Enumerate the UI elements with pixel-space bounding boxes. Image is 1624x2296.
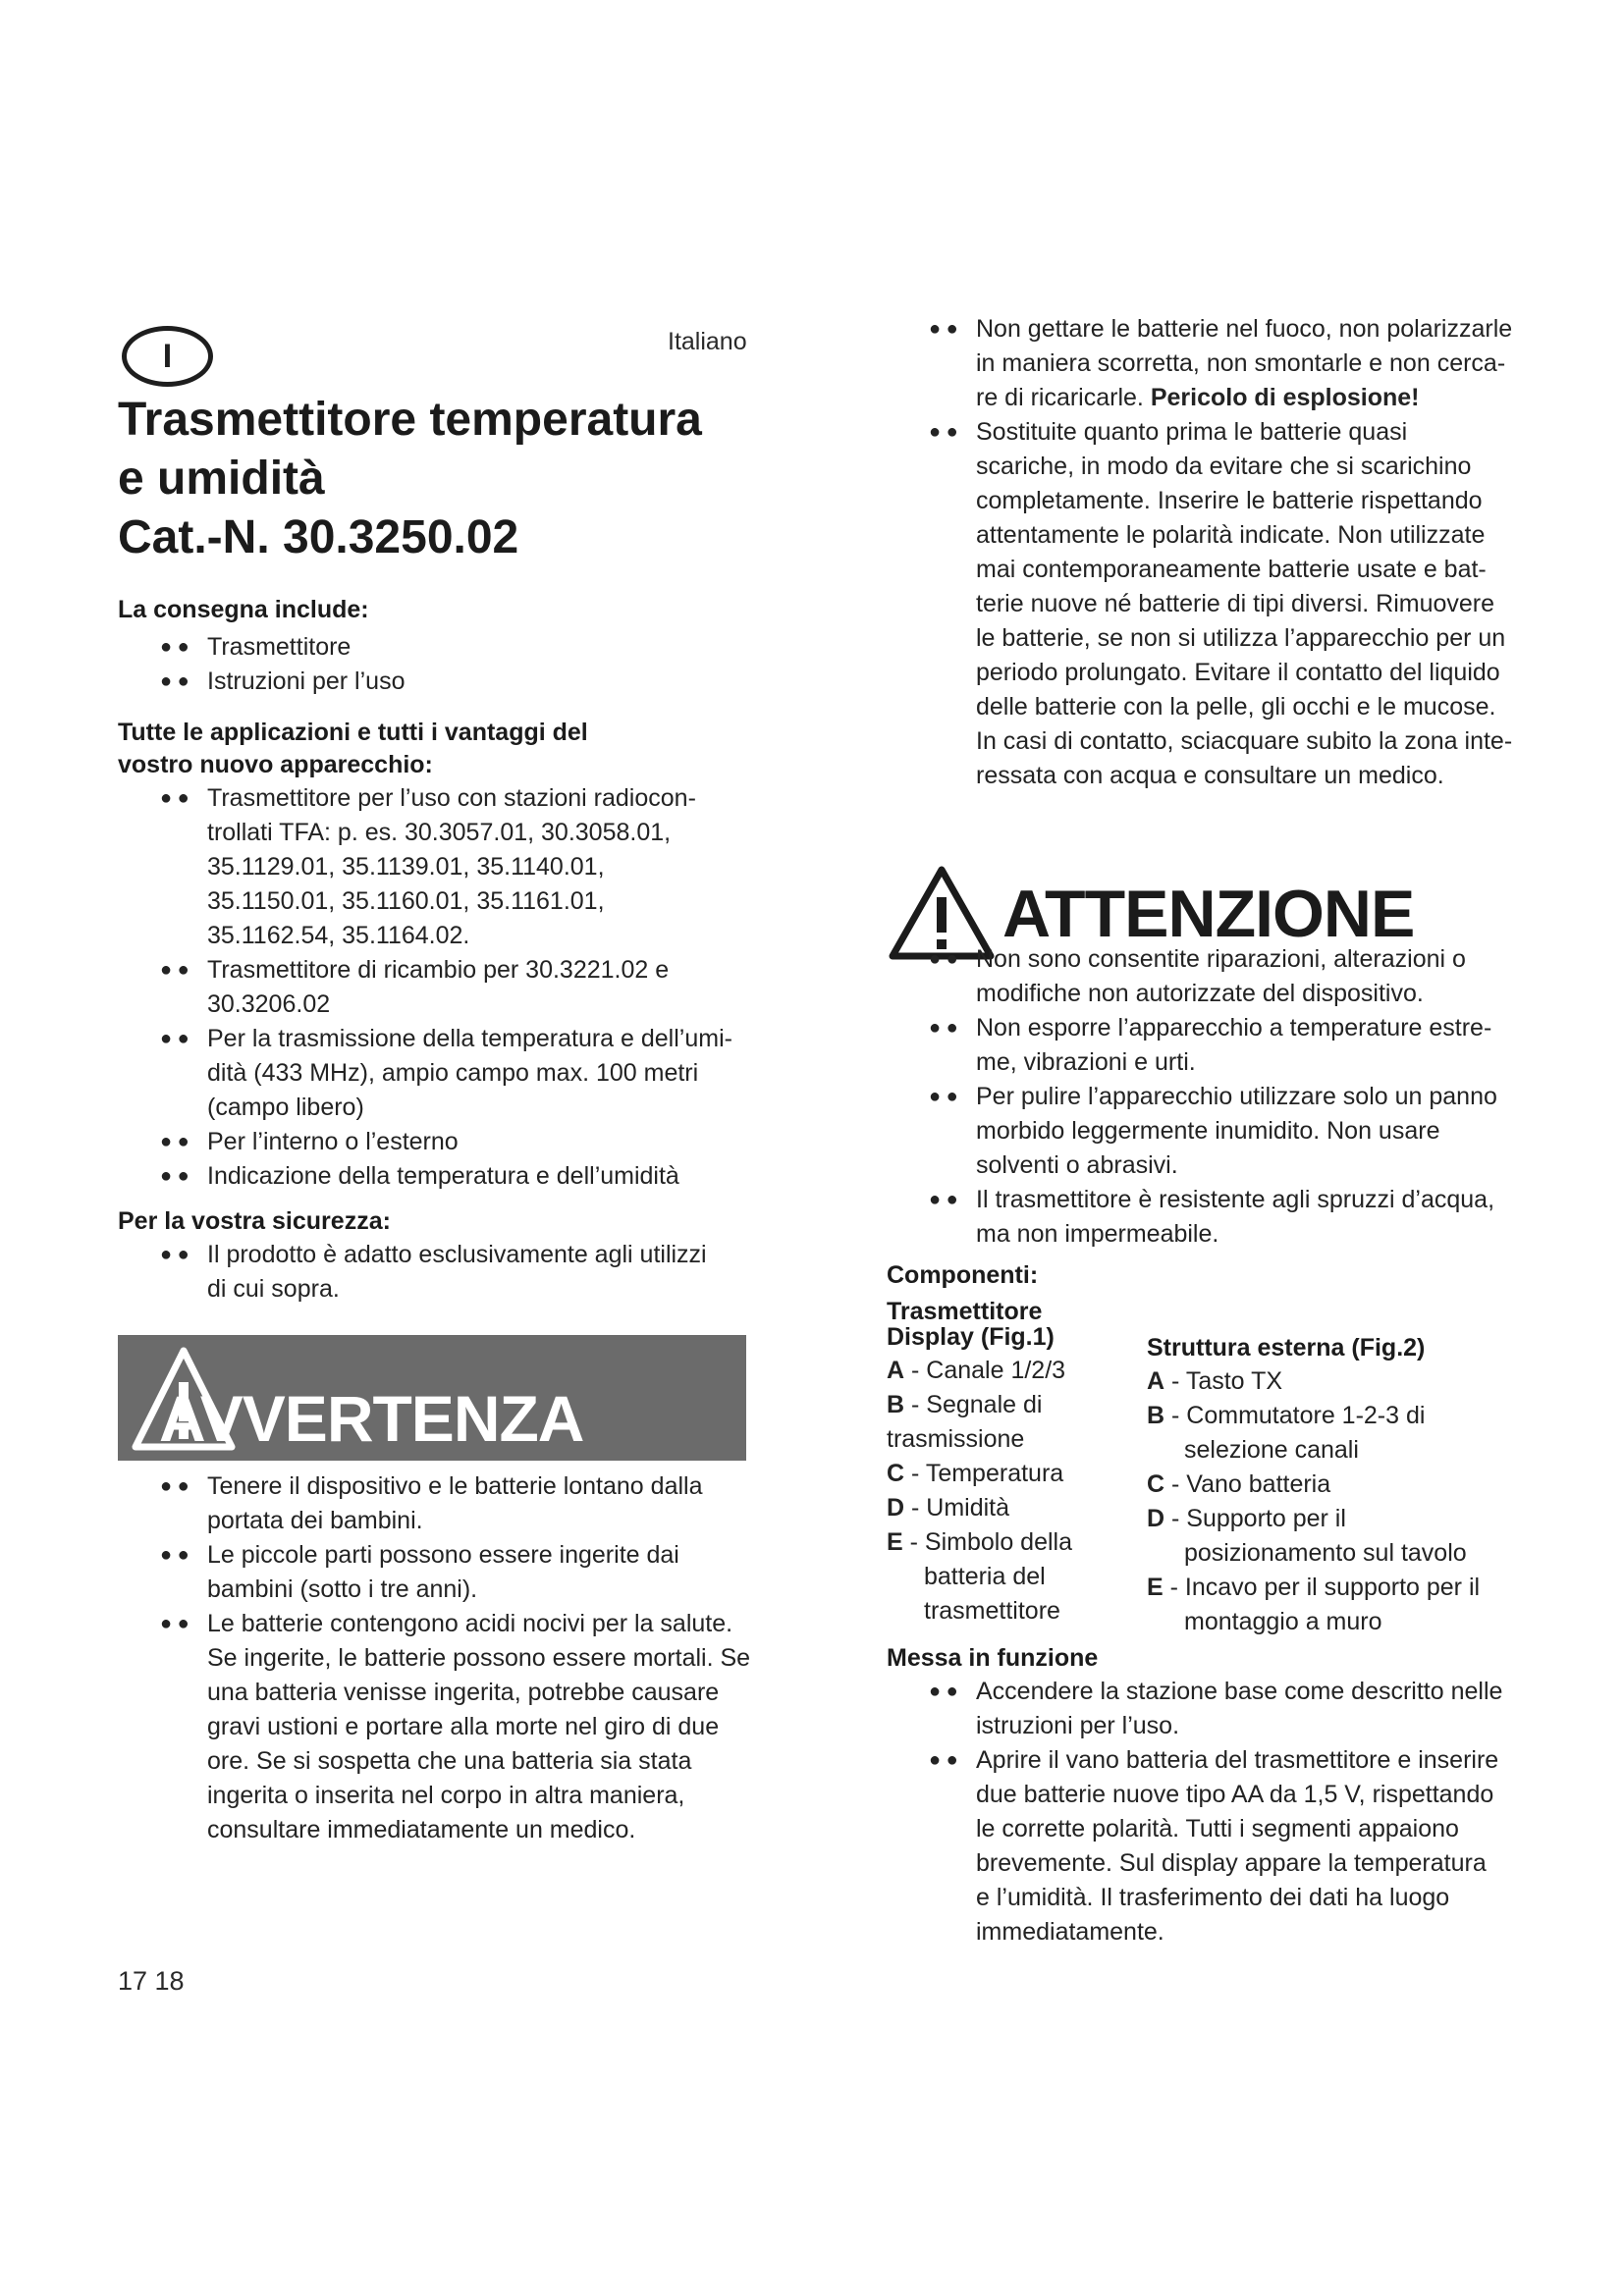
bullet-icon: ● ● — [929, 1017, 958, 1039]
title-line: Cat.-N. 30.3250.02 — [118, 511, 519, 563]
bullet-icon: ● ● — [929, 1189, 958, 1210]
bullet-icon: ● ● — [160, 1544, 189, 1566]
page-number: 17 18 — [118, 1966, 185, 1996]
bullet-icon: ● ● — [160, 1475, 189, 1497]
warning-title: AVVERTENZA — [159, 1382, 584, 1455]
bullet-icon: ● ● — [160, 787, 189, 809]
list-item: ● ● Il prodotto è adatto esclusivamente agli utilizzi di cui sopra. — [118, 1238, 785, 1307]
warning-banner — [118, 1335, 746, 1461]
page-title — [118, 391, 727, 567]
applications-heading: Tutte le applicazioni e tutti i vantaggi del vostro nuovo apparecchio: — [118, 719, 588, 778]
legend-item: D - Umidità — [887, 1494, 1010, 1522]
list-item: ● ● Non sono consentite riparazioni, alterazioni o modifiche non autorizzate del dispositivo. — [887, 942, 1554, 1011]
legend-item-continued: selezione canali — [1184, 1436, 1359, 1464]
legend-item: B - Segnale di — [887, 1391, 1043, 1418]
bullet-icon: ● ● — [929, 948, 958, 970]
legend-item: A - Canale 1/2/3 — [887, 1357, 1066, 1384]
safety-heading: Per la vostra sicurezza: — [118, 1207, 391, 1235]
list-item: ● ● Trasmettitore di ricambio per 30.3221.02 e 30.3206.02 — [118, 953, 785, 1022]
list-item: ● ● Le batterie contengono acidi nocivi per la salute. Se ingerite, le batterie possono essere mortali. Se una batteria venisse ingerita, potrebbe causare gravi ustioni e portare alla morte nel giro di due ore. Se si sospetta che una batteria sia stata ingerita o inserita nel corpo in altra maniera, consultare immediatamente un medico. — [118, 1607, 785, 1847]
list-item: ● ● Per pulire l’apparecchio utilizzare solo un panno morbido leggermente inumidito. Non usare solventi o abrasivi. — [887, 1080, 1554, 1183]
language-badge-letter: I — [162, 337, 173, 375]
bullet-icon: ● ● — [160, 636, 189, 658]
legend-item-continued: trasmettitore — [924, 1597, 1060, 1625]
list-item: ● ● Sostituite quanto prima le batterie quasi scariche, in modo da evitare che si scarichino completamente. Inserire le batterie rispettando attentamente le polarità indicate. Non utilizzate mai contemporaneamente batterie usate e bat- terie nuove né batterie di tipi diversi. Rimuovere le batterie, se non si utilizza l’apparecchio per un periodo prolungato. Evitare il contatto del liquido delle batterie con la pelle, gli occhi e le mucose. In casi di contatto, sciacquare subito la zona inte- ressata con acqua e consultare un medico. — [887, 415, 1554, 793]
bullet-icon: ● ● — [929, 421, 958, 443]
right-column-middle — [887, 942, 1554, 1252]
list-item: ● ● Per la trasmissione della temperatura e dell’umi- dità (433 MHz), ampio campo max. 100 metri (campo libero) — [118, 1022, 785, 1125]
bullet-icon: ● ● — [929, 1749, 958, 1771]
safety-list — [118, 1238, 785, 1307]
explosion-danger-text: Pericolo di esplosione! — [1150, 384, 1420, 411]
language-label: Italiano — [668, 328, 747, 355]
list-item: ● ● Tenere il dispositivo e le batterie lontano dalla portata dei bambini. — [118, 1469, 785, 1538]
bullet-icon: ● ● — [929, 1086, 958, 1107]
legend-item: A - Tasto TX — [1147, 1367, 1283, 1395]
language-badge — [122, 326, 213, 387]
legend-item: B - Commutatore 1-2-3 di — [1147, 1402, 1426, 1429]
bullet-icon: ● ● — [160, 1613, 189, 1634]
list-item: ● ● Trasmettitore per l’uso con stazioni radiocon- trollati TFA: p. es. 30.3057.01, 30.3058.01, 35.1129.01, 35.1139.01, 35.1140.01, 35.1150.01, 35.1160.01, 35.1161.01, 35.1162.54, 35.1164.02. — [118, 781, 785, 953]
bullet-icon: ● ● — [160, 1244, 189, 1265]
list-item: ● ● Il trasmettitore è resistente agli spruzzi d’acqua, ma non impermeabile. — [887, 1183, 1554, 1252]
structure-legend — [1147, 1332, 1559, 1639]
bullet-icon: ● ● — [160, 1131, 189, 1152]
legend-item-continued: montaggio a muro — [1184, 1608, 1382, 1635]
title-line: e umidità — [118, 453, 325, 505]
list-item: ● ● Non esporre l’apparecchio a temperature estre- me, vibrazioni e urti. — [887, 1011, 1554, 1080]
startup-section — [887, 1642, 1554, 1949]
structure-legend-heading: Struttura esterna (Fig.2) — [1147, 1334, 1426, 1362]
components-section — [887, 1259, 1574, 1635]
bullet-icon: ● ● — [929, 318, 958, 340]
list-item: ● ● Trasmettitore — [118, 630, 785, 665]
startup-list — [887, 1675, 1554, 1949]
attention-title: ATTENZIONE — [1002, 877, 1415, 951]
list-item: ● ● Istruzioni per l’uso — [118, 665, 785, 699]
display-legend-heading: Trasmettitore Display (Fig.1) — [887, 1298, 1055, 1351]
components-heading: Componenti: — [887, 1261, 1039, 1289]
attention-list — [887, 942, 1554, 1252]
startup-heading: Messa in funzione — [887, 1644, 1099, 1672]
legend-item-continued: batteria del — [924, 1563, 1046, 1590]
bullet-icon: ● ● — [160, 1028, 189, 1049]
left-column-upper — [118, 594, 785, 1307]
bullet-icon: ● ● — [160, 959, 189, 981]
delivery-list — [118, 630, 785, 699]
bullet-icon: ● ● — [160, 1165, 189, 1187]
legend-item-continued: posizionamento sul tavolo — [1184, 1539, 1467, 1567]
list-item: ● ● Le piccole parti possono essere ingerite dai bambini (sotto i tre anni). — [118, 1538, 785, 1607]
list-item: ● ● Non gettare le batterie nel fuoco, non polarizzarle in maniera scorretta, non smontarle e non cerca- re di ricaricarle. Pericolo di esplosione! — [887, 312, 1554, 415]
right-column-upper — [887, 312, 1554, 793]
legend-item: D - Supporto per il — [1147, 1505, 1346, 1532]
title-line: Trasmettitore temperatura — [118, 394, 702, 446]
bullet-icon: ● ● — [160, 670, 189, 692]
applications-list — [118, 781, 785, 1194]
list-item: ● ● Indicazione della temperatura e dell’umidità — [118, 1159, 785, 1194]
battery-notes-list — [887, 312, 1554, 793]
bullet-icon: ● ● — [929, 1681, 958, 1702]
delivery-heading: La consegna include: — [118, 596, 369, 623]
legend-item: E - Incavo per il supporto per il — [1147, 1574, 1481, 1601]
legend-item: C - Temperatura — [887, 1460, 1064, 1487]
legend-item: E - Simbolo della — [887, 1528, 1072, 1556]
list-item: ● ● Accendere la stazione base come descritto nelle istruzioni per l’uso. — [887, 1675, 1554, 1743]
left-column-lower — [118, 1469, 785, 1847]
list-item: ● ● Aprire il vano batteria del trasmettitore e inserire due batterie nuove tipo AA da 1,5 V, rispettando le corrette polarità. Tutti i segmenti appaiono brevemente. Sul display appare la temperatura e l’umidità. Il trasferimento dei dati ha luogo immediatamente. — [887, 1743, 1554, 1949]
legend-item-continued: trasmissione — [887, 1425, 1025, 1453]
warning-list — [118, 1469, 785, 1847]
legend-item: C - Vano batteria — [1147, 1470, 1331, 1498]
list-item: ● ● Per l’interno o l’esterno — [118, 1125, 785, 1159]
display-legend — [887, 1299, 1142, 1629]
